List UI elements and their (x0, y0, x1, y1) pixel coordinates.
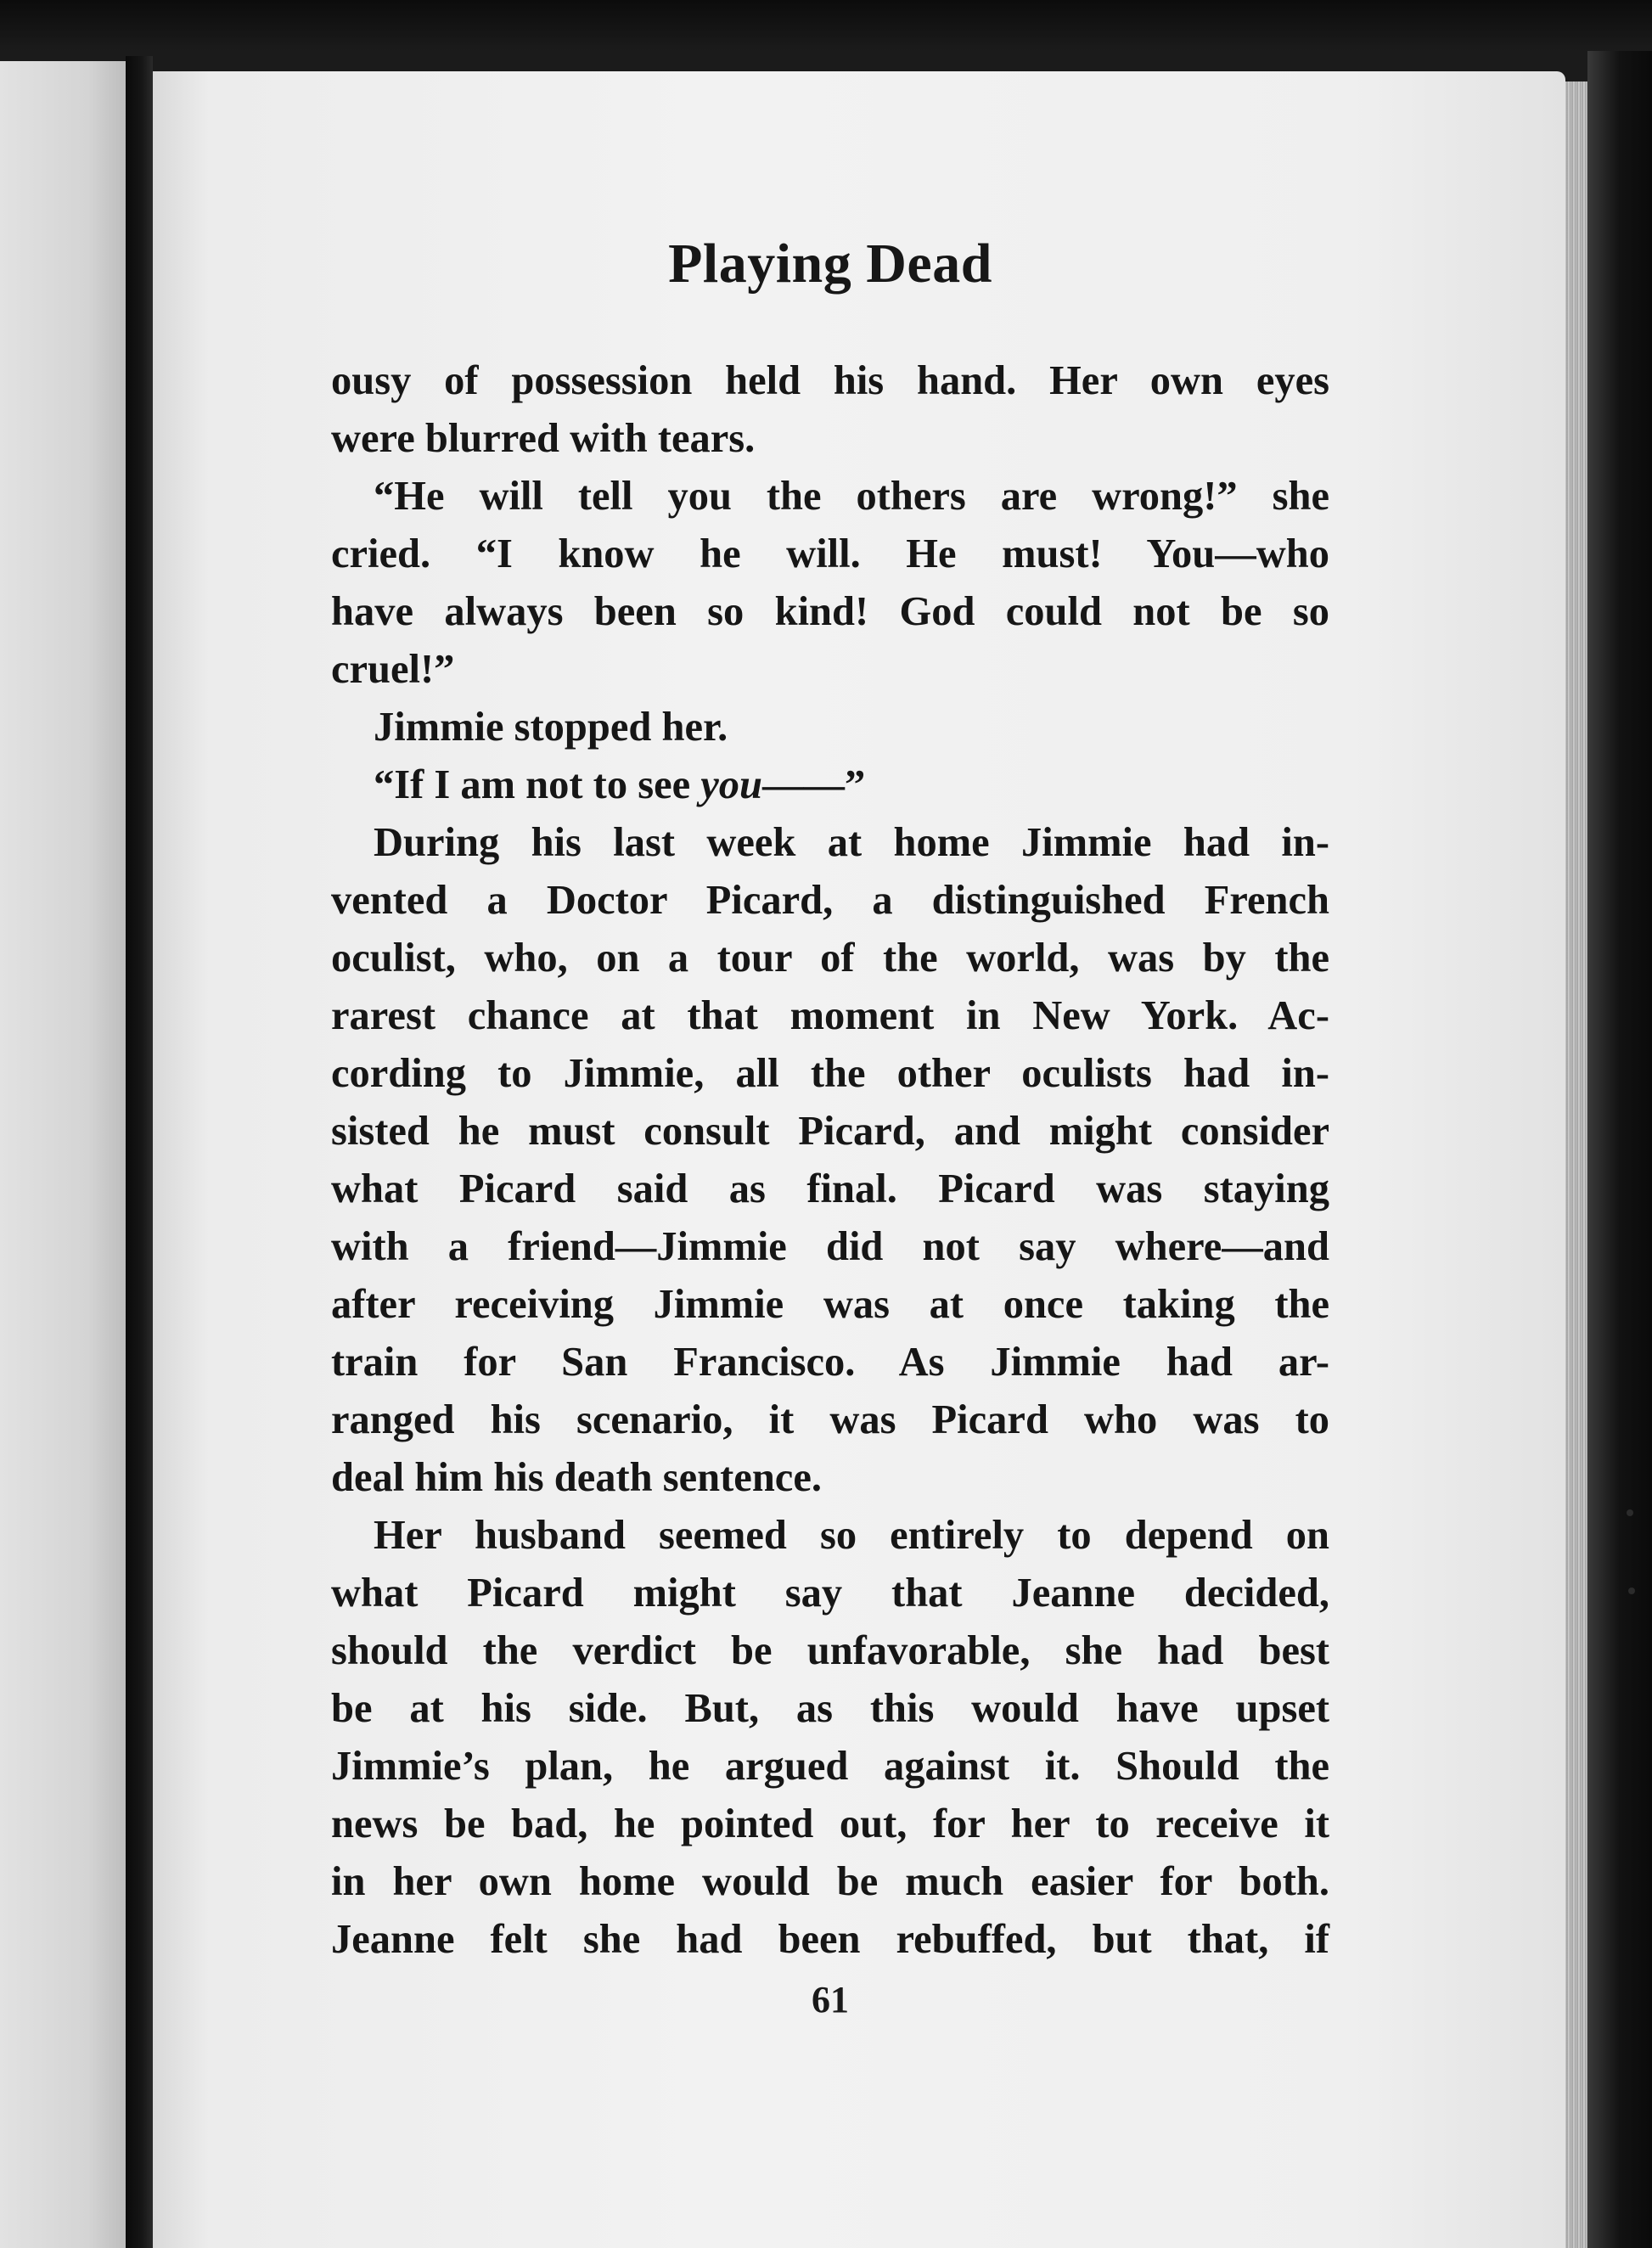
text-line: after receiving Jimmie was at once taking the (331, 1282, 1329, 1327)
text-span: “If I am not to see (374, 762, 701, 807)
text-span: ——” (762, 762, 866, 807)
text-line: oculist, who, on a tour of the world, was by the (331, 936, 1329, 981)
text-line: cried. “I know he will. He must! You—who (331, 531, 1329, 576)
text-line: sisted he must consult Picard, and might consider (331, 1109, 1329, 1154)
text-line: news be bad, he pointed out, for her to receive it (331, 1801, 1329, 1846)
text-line: cording to Jimmie, all the other oculists had in- (331, 1051, 1329, 1096)
text-line: Jeanne felt she had been rebuffed, but that, if (331, 1917, 1329, 1962)
running-head: Playing Dead (668, 233, 992, 295)
text-line: in her own home would be much easier for both. (331, 1859, 1329, 1904)
text-line: ousy of possession held his hand. Her own eyes (331, 358, 1329, 403)
text-line: deal him his death sentence. (331, 1455, 822, 1500)
scan-speck (1627, 1509, 1633, 1516)
text-line: Jimmie stopped her. (374, 705, 728, 750)
text-line: During his last week at home Jimmie had in- (374, 820, 1329, 865)
text-line: what Picard might say that Jeanne decided, (331, 1571, 1329, 1616)
text-line: vented a Doctor Picard, a distinguished French (331, 878, 1329, 923)
page-number: 61 (812, 1979, 849, 2020)
book-gutter (126, 56, 153, 2248)
book-cover-edge (1587, 51, 1652, 2248)
text-line: have always been so kind! God could not be so (331, 589, 1329, 634)
text-line: what Picard said as final. Picard was staying (331, 1166, 1329, 1211)
text-line: be at his side. But, as this would have upset (331, 1686, 1329, 1731)
italic-word: you (700, 762, 763, 807)
facing-page-edge (0, 61, 126, 2248)
text-line: cruel!” (331, 647, 455, 692)
text-line (374, 762, 1329, 807)
text-line: “He will tell you the others are wrong!” she (374, 474, 1329, 519)
text-line: with a friend—Jimmie did not say where—and (331, 1224, 1329, 1269)
text-line: ranged his scenario, it was Picard who was to (331, 1397, 1329, 1442)
text-line: were blurred with tears. (331, 416, 756, 461)
text-line: Her husband seemed so entirely to depend on (374, 1513, 1329, 1558)
text-line: should the verdict be unfavorable, she had best (331, 1628, 1329, 1673)
text-line: train for San Francisco. As Jimmie had ar- (331, 1340, 1329, 1385)
page-stack-edge (1565, 81, 1587, 2248)
text-line: Jimmie’s plan, he argued against it. Should the (331, 1744, 1329, 1789)
scan-speck (1628, 1588, 1635, 1594)
text-line: rarest chance at that moment in New York. Ac- (331, 993, 1329, 1038)
